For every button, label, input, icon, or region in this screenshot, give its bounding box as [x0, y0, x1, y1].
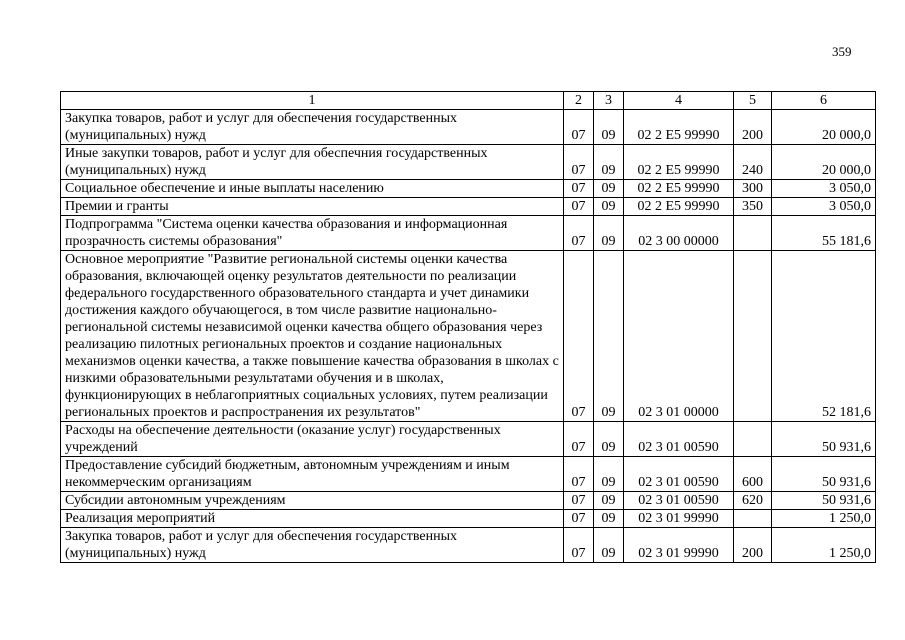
row-expense-type-cell: 620	[734, 492, 772, 510]
table-row	[61, 145, 876, 180]
row-target-article-cell: 02 3 01 99990	[624, 510, 734, 528]
row-name-cell: Субсидии автономным учреждениям	[61, 492, 564, 510]
row-name-cell: Закупка товаров, работ и услуг для обеспечения государственных (муниципальных) нужд	[61, 110, 564, 145]
row-section-cell: 07	[564, 492, 594, 510]
table-row	[61, 422, 876, 457]
row-subsection-cell: 09	[594, 457, 624, 492]
header-cell: 2	[564, 92, 594, 110]
row-amount-cell: 20 000,0	[772, 145, 876, 180]
row-section-cell: 07	[564, 457, 594, 492]
row-subsection-cell: 09	[594, 492, 624, 510]
row-name-cell: Подпрограмма "Система оценки качества образования и информационная прозрачность системы образования"	[61, 216, 564, 251]
row-section-cell: 07	[564, 198, 594, 216]
row-subsection-cell: 09	[594, 422, 624, 457]
row-amount-cell: 50 931,6	[772, 492, 876, 510]
row-expense-type-cell	[734, 251, 772, 422]
row-expense-type-cell: 350	[734, 198, 772, 216]
table-row	[61, 528, 876, 563]
header-cell: 5	[734, 92, 772, 110]
row-target-article-cell: 02 3 01 99990	[624, 528, 734, 563]
row-name-cell: Иные закупки товаров, работ и услуг для обеспечния государственных (муниципальных) нужд	[61, 145, 564, 180]
header-cell: 6	[772, 92, 876, 110]
table-row	[61, 110, 876, 145]
row-expense-type-cell: 240	[734, 145, 772, 180]
header-cell: 4	[624, 92, 734, 110]
row-amount-cell: 20 000,0	[772, 110, 876, 145]
row-amount-cell: 55 181,6	[772, 216, 876, 251]
table-header-row	[61, 92, 876, 110]
row-subsection-cell: 09	[594, 216, 624, 251]
row-expense-type-cell	[734, 422, 772, 457]
row-amount-cell: 3 050,0	[772, 198, 876, 216]
row-target-article-cell: 02 3 01 00590	[624, 422, 734, 457]
row-subsection-cell: 09	[594, 528, 624, 563]
row-subsection-cell: 09	[594, 251, 624, 422]
row-name-cell: Расходы на обеспечение деятельности (оказание услуг) государственных учреждений	[61, 422, 564, 457]
row-subsection-cell: 09	[594, 510, 624, 528]
row-name-cell: Закупка товаров, работ и услуг для обеспечения государственных (муниципальных) нужд	[61, 528, 564, 563]
row-amount-cell: 52 181,6	[772, 251, 876, 422]
row-subsection-cell: 09	[594, 145, 624, 180]
row-section-cell: 07	[564, 145, 594, 180]
table-row	[61, 457, 876, 492]
row-expense-type-cell	[734, 216, 772, 251]
table-row	[61, 251, 876, 422]
row-target-article-cell: 02 3 01 00590	[624, 492, 734, 510]
table-row	[61, 180, 876, 198]
row-target-article-cell: 02 2 E5 99990	[624, 145, 734, 180]
row-section-cell: 07	[564, 422, 594, 457]
row-section-cell: 07	[564, 216, 594, 251]
row-amount-cell: 1 250,0	[772, 528, 876, 563]
row-target-article-cell: 02 2 E5 99990	[624, 110, 734, 145]
row-target-article-cell: 02 3 01 00000	[624, 251, 734, 422]
row-target-article-cell: 02 2 E5 99990	[624, 198, 734, 216]
table-row	[61, 198, 876, 216]
row-expense-type-cell: 200	[734, 110, 772, 145]
row-target-article-cell: 02 3 00 00000	[624, 216, 734, 251]
row-expense-type-cell	[734, 510, 772, 528]
row-target-article-cell: 02 3 01 00590	[624, 457, 734, 492]
row-expense-type-cell: 200	[734, 528, 772, 563]
row-target-article-cell: 02 2 E5 99990	[624, 180, 734, 198]
row-amount-cell: 50 931,6	[772, 422, 876, 457]
row-name-cell: Социальное обеспечение и иные выплаты населению	[61, 180, 564, 198]
row-name-cell: Основное мероприятие "Развитие региональной системы оценки качества образования, включающей оценку результатов деятельности по реализации федерального государственного образовательного стандарта и учет динамики достижения каждого обучающегося, в том числе развитие национально-региональной системы независимой оценки качества общего образования через реализацию пилотных региональных проектов и создание национальных механизмов оценки качества, а также повышение качества образования в школах с низкими образовательными результатами обучения и в школах, функционирующих в неблагоприятных социальных условиях, путем реализации региональных проектов и распространения их результатов"	[61, 251, 564, 422]
row-section-cell: 07	[564, 251, 594, 422]
row-amount-cell: 3 050,0	[772, 180, 876, 198]
header-cell: 3	[594, 92, 624, 110]
row-section-cell: 07	[564, 510, 594, 528]
row-expense-type-cell: 300	[734, 180, 772, 198]
table-row	[61, 492, 876, 510]
row-subsection-cell: 09	[594, 110, 624, 145]
row-amount-cell: 50 931,6	[772, 457, 876, 492]
row-section-cell: 07	[564, 110, 594, 145]
page-number: 359	[832, 44, 852, 59]
row-subsection-cell: 09	[594, 180, 624, 198]
row-name-cell: Предоставление субсидий бюджетным, автономным учреждениям и иным некоммерческим организациям	[61, 457, 564, 492]
row-subsection-cell: 09	[594, 198, 624, 216]
row-expense-type-cell: 600	[734, 457, 772, 492]
header-cell: 1	[61, 92, 564, 110]
table-row	[61, 510, 876, 528]
row-name-cell: Реализация мероприятий	[61, 510, 564, 528]
row-section-cell: 07	[564, 528, 594, 563]
table-row	[61, 216, 876, 251]
budget-table	[60, 91, 876, 563]
row-name-cell: Премии и гранты	[61, 198, 564, 216]
row-section-cell: 07	[564, 180, 594, 198]
row-amount-cell: 1 250,0	[772, 510, 876, 528]
